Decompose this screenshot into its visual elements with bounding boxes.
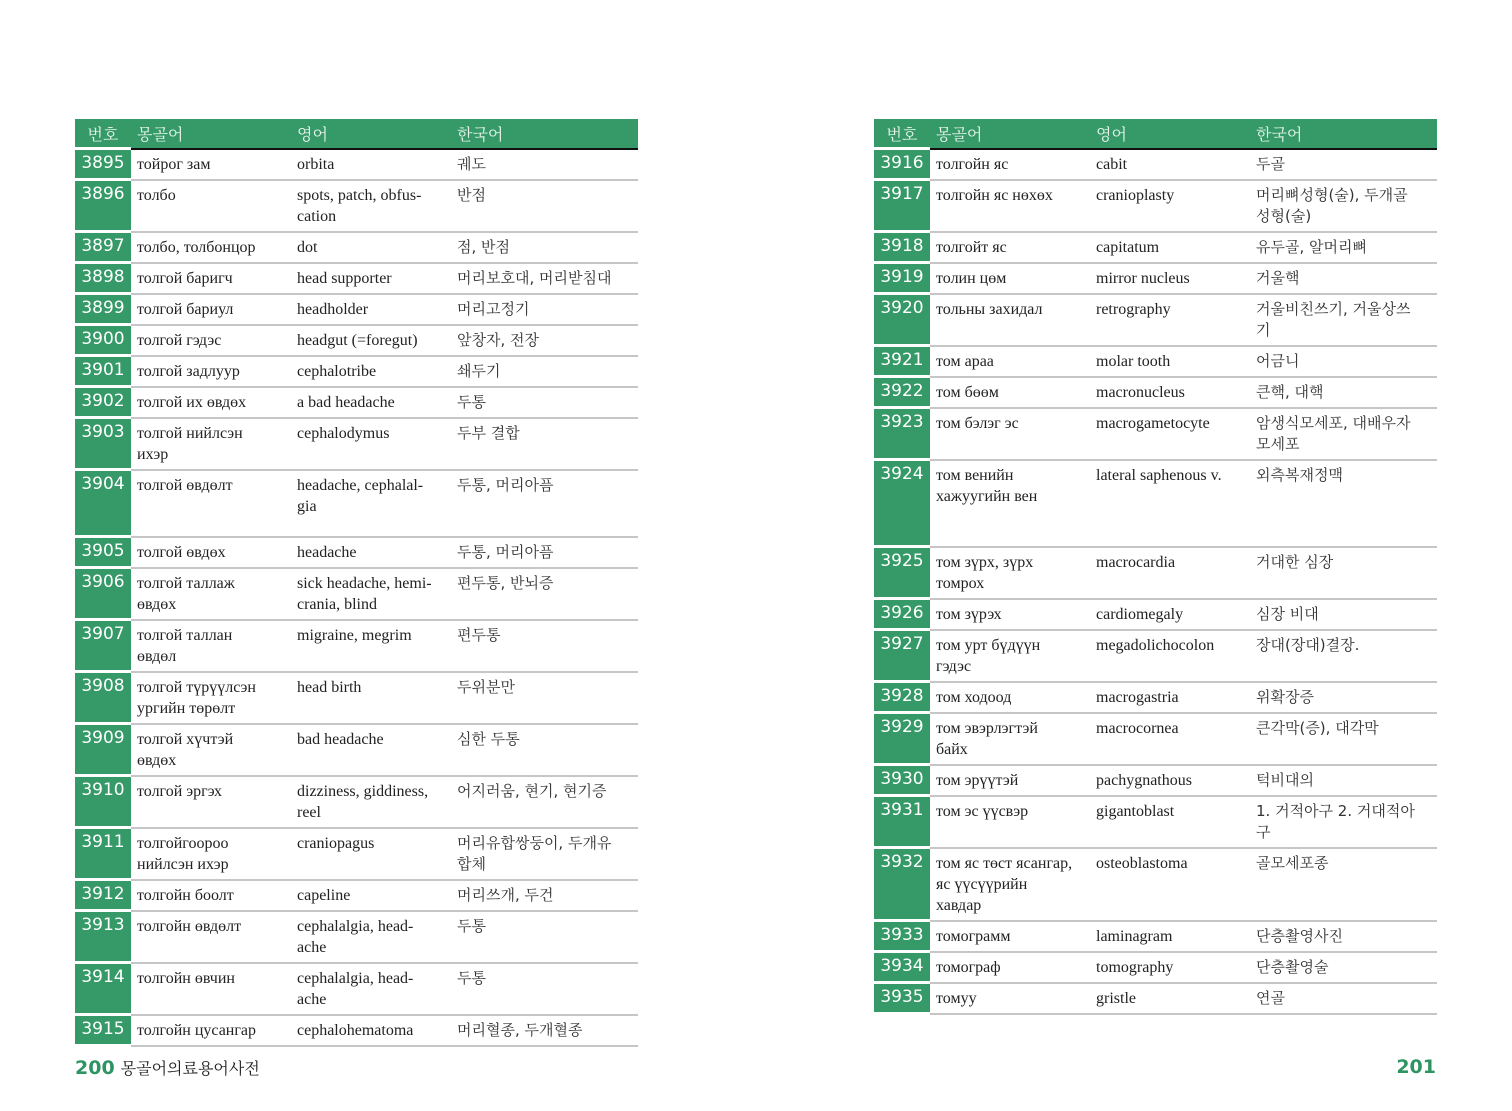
table-row bbox=[75, 149, 638, 180]
mongolian-term: том яс төст ясангар, яс үүсүүрийн хавдар bbox=[930, 848, 1090, 921]
table-row bbox=[874, 599, 1437, 630]
mongolian-term: томограф bbox=[930, 952, 1090, 983]
table-row bbox=[874, 796, 1437, 848]
table-row bbox=[75, 387, 638, 418]
table-row bbox=[75, 1015, 638, 1046]
table-row bbox=[874, 149, 1437, 180]
korean-term: 단층촬영술 bbox=[1250, 952, 1437, 983]
table-row bbox=[75, 356, 638, 387]
korean-term: 반점 bbox=[451, 180, 638, 232]
korean-term: 심한 두통 bbox=[451, 724, 638, 776]
entry-number: 3917 bbox=[874, 180, 930, 232]
english-term: cephalodymus bbox=[291, 418, 451, 470]
english-term: cabit bbox=[1090, 149, 1250, 180]
mongolian-term: толгой таллаж өвдөх bbox=[131, 568, 291, 620]
entry-number: 3913 bbox=[75, 911, 131, 963]
korean-term: 머리쓰개, 두건 bbox=[451, 880, 638, 911]
table-row bbox=[874, 713, 1437, 765]
mongolian-term: том зүрэх bbox=[930, 599, 1090, 630]
table-row bbox=[874, 682, 1437, 713]
english-term: macronucleus bbox=[1090, 377, 1250, 408]
korean-term: 연골 bbox=[1250, 983, 1437, 1014]
entry-number: 3931 bbox=[874, 796, 930, 848]
mongolian-term: толгой гэдэс bbox=[131, 325, 291, 356]
english-term: dot bbox=[291, 232, 451, 263]
english-term: spots, patch, obfus- cation bbox=[291, 180, 451, 232]
table-row bbox=[75, 418, 638, 470]
korean-term: 편두통 bbox=[451, 620, 638, 672]
korean-term: 머리혈종, 두개혈종 bbox=[451, 1015, 638, 1046]
table-row bbox=[874, 630, 1437, 682]
entry-number: 3910 bbox=[75, 776, 131, 828]
entry-number: 3918 bbox=[874, 232, 930, 263]
mongolian-term: толгой баригч bbox=[131, 263, 291, 294]
page-number: 201 bbox=[1396, 1056, 1436, 1078]
entry-number: 3895 bbox=[75, 149, 131, 180]
header-number: 번호 bbox=[874, 119, 930, 149]
table-header bbox=[874, 119, 1437, 149]
korean-term: 턱비대의 bbox=[1250, 765, 1437, 796]
english-term: craniopagus bbox=[291, 828, 451, 880]
english-term: lateral saphenous v. bbox=[1090, 460, 1250, 547]
mongolian-term: толбо, толбонцор bbox=[131, 232, 291, 263]
mongolian-term: толгой өвдөх bbox=[131, 537, 291, 568]
mongolian-term: толбо bbox=[131, 180, 291, 232]
korean-term: 머리고정기 bbox=[451, 294, 638, 325]
korean-term: 머리유합쌍둥이, 두개유 합체 bbox=[451, 828, 638, 880]
mongolian-term: том бөөм bbox=[930, 377, 1090, 408]
korean-term: 단층촬영사진 bbox=[1250, 921, 1437, 952]
mongolian-term: том эрүүтэй bbox=[930, 765, 1090, 796]
mongolian-term: толгой задлуур bbox=[131, 356, 291, 387]
english-term: cephalotribe bbox=[291, 356, 451, 387]
table-row bbox=[874, 263, 1437, 294]
mongolian-term: толгойн өвчин bbox=[131, 963, 291, 1015]
table-row bbox=[75, 325, 638, 356]
korean-term: 두위분만 bbox=[451, 672, 638, 724]
english-term: migraine, megrim bbox=[291, 620, 451, 672]
entry-number: 3930 bbox=[874, 765, 930, 796]
entry-number: 3932 bbox=[874, 848, 930, 921]
table-row bbox=[874, 765, 1437, 796]
korean-term: 머리보호대, 머리받침대 bbox=[451, 263, 638, 294]
korean-term: 1. 거적아구 2. 거대적아 구 bbox=[1250, 796, 1437, 848]
korean-term: 머리뼈성형(술), 두개골 성형(술) bbox=[1250, 180, 1437, 232]
entry-number: 3927 bbox=[874, 630, 930, 682]
english-term: retrography bbox=[1090, 294, 1250, 346]
table-header bbox=[75, 119, 638, 149]
table-row bbox=[874, 848, 1437, 921]
mongolian-term: том эвэрлэгтэй байх bbox=[930, 713, 1090, 765]
table-row bbox=[874, 180, 1437, 232]
entry-number: 3901 bbox=[75, 356, 131, 387]
korean-term: 외측복재정맥 bbox=[1250, 460, 1437, 547]
entry-number: 3919 bbox=[874, 263, 930, 294]
mongolian-term: томуу bbox=[930, 983, 1090, 1014]
table-row bbox=[75, 620, 638, 672]
korean-term: 앞창자, 전장 bbox=[451, 325, 638, 356]
mongolian-term: том ходоод bbox=[930, 682, 1090, 713]
entry-number: 3900 bbox=[75, 325, 131, 356]
english-term: macrogametocyte bbox=[1090, 408, 1250, 460]
table-row bbox=[75, 828, 638, 880]
english-term: mirror nucleus bbox=[1090, 263, 1250, 294]
english-term: cephalalgia, head- ache bbox=[291, 911, 451, 963]
entry-number: 3920 bbox=[874, 294, 930, 346]
header-mongolian: 몽골어 bbox=[131, 119, 291, 149]
table-row bbox=[75, 180, 638, 232]
korean-term: 두부 결합 bbox=[451, 418, 638, 470]
mongolian-term: том эс үүсвэр bbox=[930, 796, 1090, 848]
english-term: cephalohematoma bbox=[291, 1015, 451, 1046]
mongolian-term: толгой нийлсэн ихэр bbox=[131, 418, 291, 470]
mongolian-term: тольны захидал bbox=[930, 294, 1090, 346]
mongolian-term: толгой өвдөлт bbox=[131, 470, 291, 537]
table-row bbox=[874, 377, 1437, 408]
left-dictionary-table bbox=[75, 119, 638, 1047]
mongolian-term: том зүрх, зүрх томрох bbox=[930, 547, 1090, 599]
table-row bbox=[874, 460, 1437, 547]
right-dictionary-table bbox=[874, 119, 1437, 1015]
mongolian-term: толгой хүчтэй өвдөх bbox=[131, 724, 291, 776]
mongolian-term: толгойн яс нөхөх bbox=[930, 180, 1090, 232]
entry-number: 3929 bbox=[874, 713, 930, 765]
header-korean: 한국어 bbox=[1250, 119, 1437, 149]
english-term: headache, cephalal- gia bbox=[291, 470, 451, 537]
entry-number: 3907 bbox=[75, 620, 131, 672]
header-number: 번호 bbox=[75, 119, 131, 149]
book-title: 몽골어의료용어사전 bbox=[120, 1059, 260, 1078]
entry-number: 3912 bbox=[75, 880, 131, 911]
table-row bbox=[75, 776, 638, 828]
english-term: tomography bbox=[1090, 952, 1250, 983]
korean-term: 유두골, 알머리뼈 bbox=[1250, 232, 1437, 263]
table-row bbox=[874, 921, 1437, 952]
english-term: bad headache bbox=[291, 724, 451, 776]
header-english: 영어 bbox=[1090, 119, 1250, 149]
table-row bbox=[75, 568, 638, 620]
entry-number: 3896 bbox=[75, 180, 131, 232]
table-row bbox=[75, 724, 638, 776]
korean-term: 거울핵 bbox=[1250, 263, 1437, 294]
entry-number: 3935 bbox=[874, 983, 930, 1014]
korean-term: 두통 bbox=[451, 387, 638, 418]
page-number: 200 bbox=[75, 1057, 115, 1079]
entry-number: 3902 bbox=[75, 387, 131, 418]
korean-term: 어지러움, 현기, 현기증 bbox=[451, 776, 638, 828]
entry-number: 3925 bbox=[874, 547, 930, 599]
entry-number: 3915 bbox=[75, 1015, 131, 1046]
table-row bbox=[75, 911, 638, 963]
korean-term: 암생식모세포, 대배우자 모세포 bbox=[1250, 408, 1437, 460]
mongolian-term: тойрог зам bbox=[131, 149, 291, 180]
entry-number: 3928 bbox=[874, 682, 930, 713]
header-english: 영어 bbox=[291, 119, 451, 149]
korean-term: 쇄두기 bbox=[451, 356, 638, 387]
right-page-footer bbox=[1396, 1056, 1436, 1078]
entry-number: 3897 bbox=[75, 232, 131, 263]
table-row bbox=[874, 983, 1437, 1014]
korean-term: 두통, 머리아픔 bbox=[451, 537, 638, 568]
entry-number: 3926 bbox=[874, 599, 930, 630]
english-term: sick headache, hemi- crania, blind bbox=[291, 568, 451, 620]
english-term: megadolichocolon bbox=[1090, 630, 1250, 682]
table-row bbox=[874, 952, 1437, 983]
table-row bbox=[75, 537, 638, 568]
entry-number: 3904 bbox=[75, 470, 131, 537]
english-term: osteoblastoma bbox=[1090, 848, 1250, 921]
table-row bbox=[75, 672, 638, 724]
korean-term: 편두통, 반뇌증 bbox=[451, 568, 638, 620]
mongolian-term: толгойгоороо нийлсэн ихэр bbox=[131, 828, 291, 880]
table-row bbox=[75, 963, 638, 1015]
entry-number: 3903 bbox=[75, 418, 131, 470]
mongolian-term: том урт бүдүүн гэдэс bbox=[930, 630, 1090, 682]
english-term: gigantoblast bbox=[1090, 796, 1250, 848]
english-term: headholder bbox=[291, 294, 451, 325]
mongolian-term: толгой түрүүлсэн ургийн төрөлт bbox=[131, 672, 291, 724]
korean-term: 골모세포종 bbox=[1250, 848, 1437, 921]
english-term: headache bbox=[291, 537, 451, 568]
entry-number: 3921 bbox=[874, 346, 930, 377]
english-term: cranioplasty bbox=[1090, 180, 1250, 232]
entry-number: 3908 bbox=[75, 672, 131, 724]
mongolian-term: толгой бариул bbox=[131, 294, 291, 325]
mongolian-term: толгойн өвдөлт bbox=[131, 911, 291, 963]
entry-number: 3905 bbox=[75, 537, 131, 568]
english-term: headgut (=foregut) bbox=[291, 325, 451, 356]
english-term: cephalalgia, head- ache bbox=[291, 963, 451, 1015]
left-page-footer bbox=[75, 1056, 260, 1079]
entry-number: 3906 bbox=[75, 568, 131, 620]
table-row bbox=[75, 263, 638, 294]
entry-number: 3923 bbox=[874, 408, 930, 460]
english-term: capitatum bbox=[1090, 232, 1250, 263]
english-term: gristle bbox=[1090, 983, 1250, 1014]
korean-term: 심장 비대 bbox=[1250, 599, 1437, 630]
mongolian-term: том араа bbox=[930, 346, 1090, 377]
entry-number: 3922 bbox=[874, 377, 930, 408]
english-term: cardiomegaly bbox=[1090, 599, 1250, 630]
mongolian-term: толгойт яс bbox=[930, 232, 1090, 263]
mongolian-term: толгой эргэх bbox=[131, 776, 291, 828]
entry-number: 3933 bbox=[874, 921, 930, 952]
korean-term: 위확장증 bbox=[1250, 682, 1437, 713]
table-row bbox=[874, 346, 1437, 377]
korean-term: 두통, 머리아픔 bbox=[451, 470, 638, 537]
table-row bbox=[874, 294, 1437, 346]
entry-number: 3911 bbox=[75, 828, 131, 880]
english-term: a bad headache bbox=[291, 387, 451, 418]
english-term: orbita bbox=[291, 149, 451, 180]
english-term: macrocornea bbox=[1090, 713, 1250, 765]
english-term: pachygnathous bbox=[1090, 765, 1250, 796]
english-term: macrocardia bbox=[1090, 547, 1250, 599]
table-row bbox=[75, 232, 638, 263]
entry-number: 3914 bbox=[75, 963, 131, 1015]
mongolian-term: том венийн хажуугийн вен bbox=[930, 460, 1090, 547]
mongolian-term: толгойн цусангар bbox=[131, 1015, 291, 1046]
mongolian-term: толин цөм bbox=[930, 263, 1090, 294]
english-term: molar tooth bbox=[1090, 346, 1250, 377]
table-row bbox=[874, 408, 1437, 460]
korean-term: 두통 bbox=[451, 911, 638, 963]
korean-term: 큰핵, 대핵 bbox=[1250, 377, 1437, 408]
mongolian-term: толгой таллан өвдөл bbox=[131, 620, 291, 672]
english-term: capeline bbox=[291, 880, 451, 911]
table-row bbox=[874, 232, 1437, 263]
entry-number: 3924 bbox=[874, 460, 930, 547]
table-row bbox=[75, 880, 638, 911]
mongolian-term: томограмм bbox=[930, 921, 1090, 952]
korean-term: 두골 bbox=[1250, 149, 1437, 180]
english-term: laminagram bbox=[1090, 921, 1250, 952]
korean-term: 장대(장대)결장. bbox=[1250, 630, 1437, 682]
korean-term: 거대한 심장 bbox=[1250, 547, 1437, 599]
english-term: head supporter bbox=[291, 263, 451, 294]
entry-number: 3934 bbox=[874, 952, 930, 983]
mongolian-term: толгойн яс bbox=[930, 149, 1090, 180]
entry-number: 3916 bbox=[874, 149, 930, 180]
korean-term: 점, 반점 bbox=[451, 232, 638, 263]
header-mongolian: 몽골어 bbox=[930, 119, 1090, 149]
english-term: macrogastria bbox=[1090, 682, 1250, 713]
mongolian-term: том бэлэг эс bbox=[930, 408, 1090, 460]
korean-term: 궤도 bbox=[451, 149, 638, 180]
entry-number: 3898 bbox=[75, 263, 131, 294]
header-korean: 한국어 bbox=[451, 119, 638, 149]
korean-term: 큰각막(증), 대각막 bbox=[1250, 713, 1437, 765]
english-term: dizziness, giddiness, reel bbox=[291, 776, 451, 828]
table-row bbox=[75, 294, 638, 325]
entry-number: 3899 bbox=[75, 294, 131, 325]
korean-term: 어금니 bbox=[1250, 346, 1437, 377]
table-row bbox=[874, 547, 1437, 599]
english-term: head birth bbox=[291, 672, 451, 724]
mongolian-term: толгойн боолт bbox=[131, 880, 291, 911]
korean-term: 두통 bbox=[451, 963, 638, 1015]
mongolian-term: толгой их өвдөх bbox=[131, 387, 291, 418]
entry-number: 3909 bbox=[75, 724, 131, 776]
korean-term: 거울비친쓰기, 거울상쓰 기 bbox=[1250, 294, 1437, 346]
table-row bbox=[75, 470, 638, 537]
